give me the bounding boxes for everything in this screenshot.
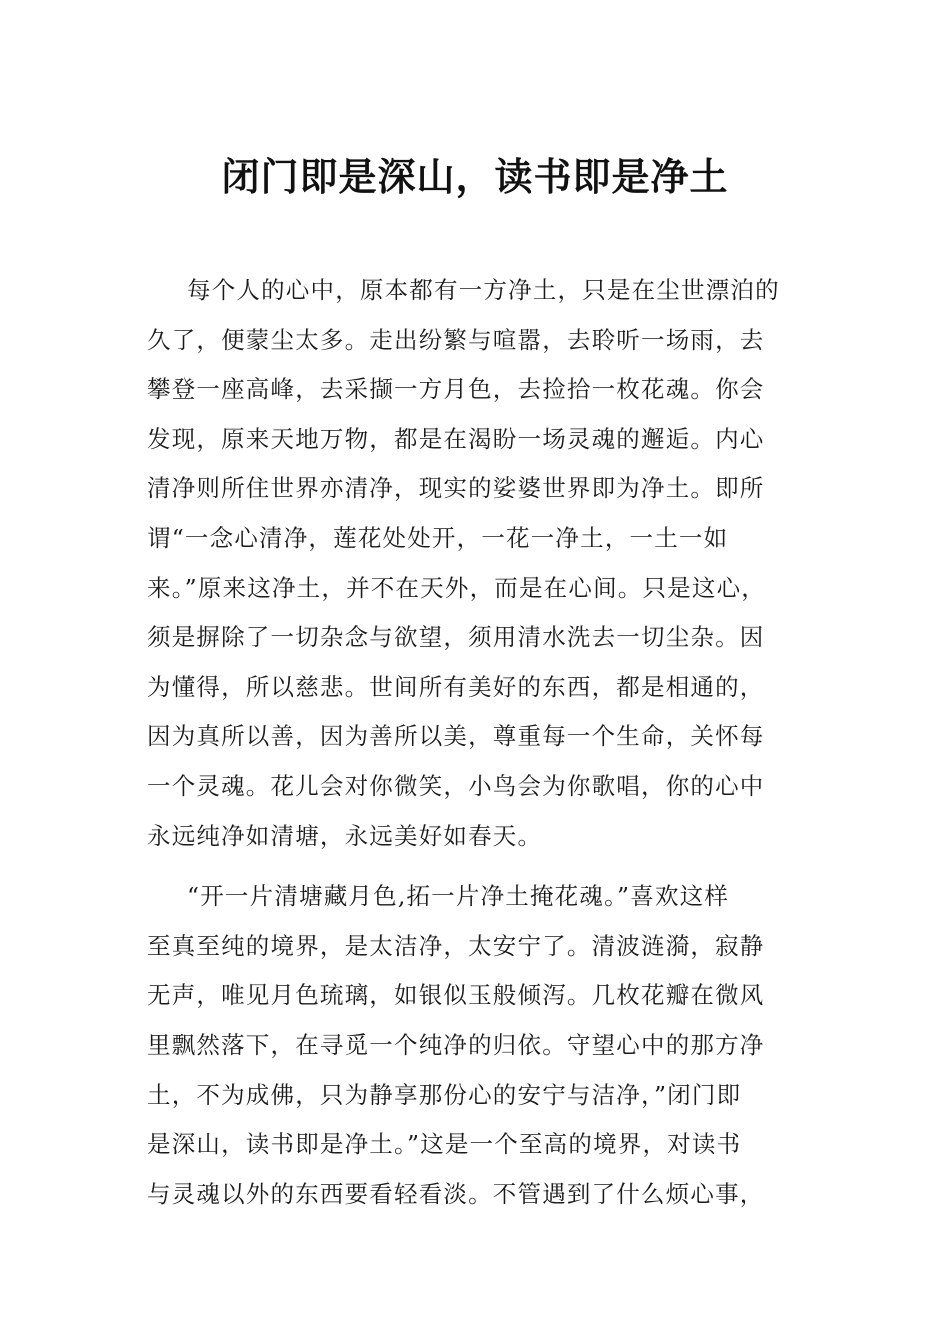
text-line: 来。”原来这净土，并不在天外，而是在心间。只是这心， <box>147 573 766 602</box>
article-body <box>147 266 807 1219</box>
page-title: 闭门即是深山，读书即是净土 <box>221 154 729 199</box>
text-line: 攀登一座高峰，去采撷一方月色，去捡拾一枚花魂。你会 <box>147 375 765 404</box>
text-line: 永远纯净如清塘，永远美好如春天。 <box>147 821 543 850</box>
text-line: 是深山，读书即是净土。”这是一个至高的境界，对读书 <box>147 1130 742 1159</box>
text-line: 无声，唯见月色琉璃，如银似玉般倾泻。几枚花瓣在微风 <box>147 981 765 1010</box>
text-line: 须是摒除了一切杂念与欲望，须用清水洗去一切尘杂。因 <box>147 623 765 652</box>
text-line: 因为真所以善，因为善所以美，尊重每一个生命，关怀每 <box>147 722 765 751</box>
text-line: 谓“一念心清净，莲花处处开，一花一净土，一土一如 <box>147 523 729 552</box>
paragraph-1 <box>147 266 807 861</box>
text-line: 里飘然落下，在寻觅一个纯净的归依。守望心中的那方净 <box>147 1030 765 1059</box>
text-line: 每个人的心中，原本都有一方净土，只是在尘世漂泊的 <box>187 276 780 304</box>
text-line: 为懂得，所以慈悲。世间所有美好的东西，都是相通的， <box>147 672 765 701</box>
text-line: 至真至纯的境界，是太洁净，太安宁了。清波涟漪，寂静 <box>147 931 765 960</box>
paragraph-spacer <box>147 861 807 872</box>
paragraph-2 <box>147 872 807 1219</box>
text-line: 发现，原来天地万物，都是在渴盼一场灵魂的邂逅。内心 <box>147 424 765 453</box>
text-line: 清净则所住世界亦清净，现实的娑婆世界即为净土。即所 <box>147 474 765 503</box>
text-line: 土，不为成佛，只为静享那份心的安宁与洁净，”闭门即 <box>147 1080 742 1109</box>
text-line: 与灵魂以外的东西要看轻看淡。不管遇到了什么烦心事， <box>147 1179 765 1208</box>
text-line: 久了，便蒙尘太多。走出纷繁与喧嚣，去聆听一场雨，去 <box>147 325 765 354</box>
text-line: “开一片清塘藏月色,拓一片净土掩花魂。”喜欢这样 <box>187 882 730 911</box>
text-line: 一个灵魂。花儿会对你微笑，小鸟会为你歌唱，你的心中 <box>147 771 765 800</box>
